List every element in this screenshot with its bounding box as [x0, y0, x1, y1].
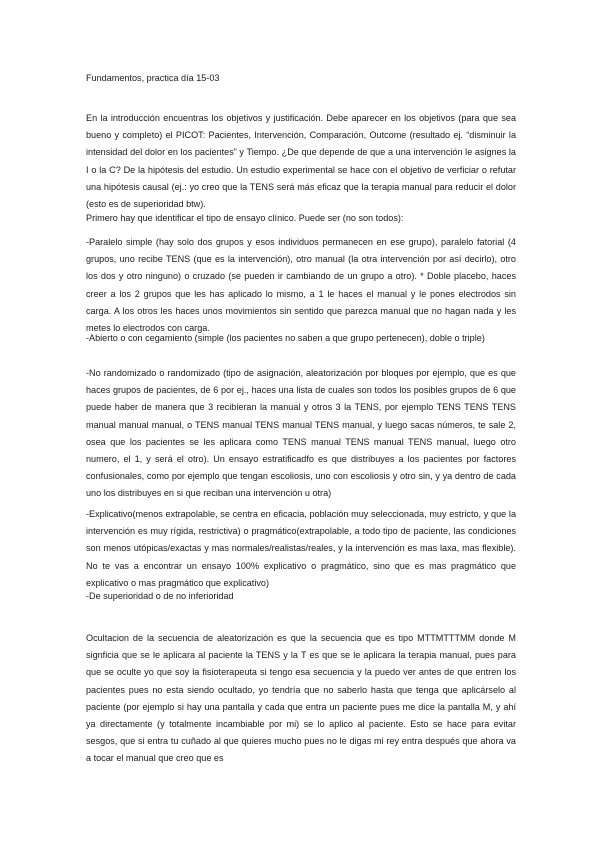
paragraph-trial-types-intro: Primero hay que identificar el tipo de ensayo clínico. Puede ser (no son todos): — [86, 213, 404, 223]
paragraph-allocation-concealment: Ocultacion de la secuencia de aleatorización es que la secuencia que es tipo MTTMTTTMM donde M signficia que se le aplicara al paciente la TENS y la T es que se le aplicara la terapia manual, pues para que se oculte yo que soy la fisioterapeuta si tengo esa secuencia y la puedo ver antes de que entren los pacientes pues no esta siendo ocultado, yo tendría que no saberlo hasta que tenga que aplicárselo al paciente (por ejemplo si hay una pantalla y cada que entra un paciente pues me dice la pantalla M, y ahí ya directamente (y totalmente incambiable por mi) se lo aplico al paciente. Esto se hace para evitar sesgos, que si entra tu cuñado al que quieres mucho pues no le digas mi rey entra después que ahora va a tocar el manual que creo que es — [86, 633, 516, 764]
paragraph-superiority: -De superioridad o de no inferioridad — [86, 591, 234, 601]
paragraph-randomization: -No randomizado o randomizado (tipo de asignación, aleatorización por bloques por ejemplo, que es que haces grupos de pacientes, de 6 por ej., haces una lista de cuales son todos los posibles grupos de 6 que puede haber de manera que 3 recibieran la manual y otros 3 la TENS, por ejemplo TENS TENS TENS manual manual manual, o TENS manual TENS manual TENS manual, y luego sacas números, te sale 2, osea que los pacientes se les aplicara como TENS manual TENS manual TENS manual, luego otro numero, el 1, y será el otro). Un ensayo estratificadfo es que distribuyes a los pacientes por factores confusionales, como por ejemplo que tengan escoliosis, uno con escoliosis y otro sin, y ya dentro de cada uno los distribuyes en si que reciban una intervención u otra) — [86, 368, 516, 499]
paragraph-introduction: En la introducción encuentras los objetivos y justificación. Debe aparecer en los objetivos (para que sea bueno y completo) el PICOT: Pacientes, Intervención, Comparación, Outcome (resultado ej. “disminuir la intensidad del dolor en los pacientes” y Tiempo. ¿De que depende de que a una intervención le asignes la I o la C? De la hipótesis del estudio. Un estudio experimental se hace con el objetivo de verficiar o refutar una hipótesis causal (ej.: yo creo que la TENS será más eficaz que la terapia manual para reducir el dolor (esto es de superioridad btw). — [86, 113, 516, 210]
document-title: Fundamentos, practica día 15-03 — [86, 73, 220, 83]
paragraph-explanatory-pragmatic: -Explicativo(menos extrapolable, se centra en eficacia, población muy seleccionada, muy estricto, y que la intervención es muy rígida, restrictiva) o pragmático(extrapolable, a todo tipo de paciente, las condiciones son menos utópicas/exactas y mas normales/realistas/reales, y la intervención es mas laxa, mas flexible). No te vas a encontrar un ensayo 100% explicativo o pragmático, sino que es mas pragmático que explicativo o mas pragmático que explicativo) — [86, 509, 516, 588]
paragraph-blinding: -Abierto o con cegamiento (simple (los pacientes no saben a que grupo pertenecen), doble o triple) — [86, 333, 485, 343]
paragraph-parallel-design: -Paralelo simple (hay solo dos grupos y esos individuos permanecen en ese grupo), paralelo fatorial (4 grupos, uno recibe TENS (que es la intervención), otro manual (la otra intervención por así decirlo), otro los dos y otro ninguno) o cruzado (se pueden ir cambiando de un grupo a otro). * Doble placebo, haces creer a los 2 grupos que les has aplicado lo mismo, a 1 le haces el manual y le pones electrodos sin carga. A los otros les haces unos movimientos sin sentido que parezca manual que no hagan nada y les metes lo electrodos con carga. — [86, 237, 516, 334]
